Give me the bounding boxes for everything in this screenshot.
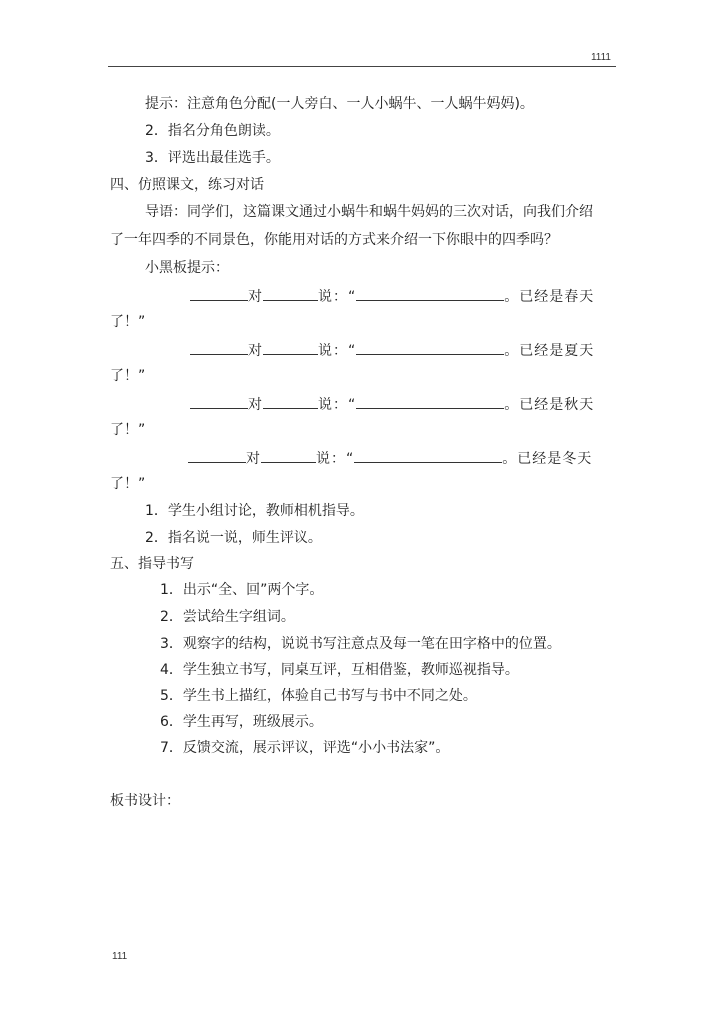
guide-paragraph-line-2: 了一年四季的不同景色，你能用对话的方式来介绍一下你眼中的四季吗？: [110, 232, 558, 248]
writing-step: 1．出示“全、回”两个字。: [160, 582, 324, 598]
blank-content: [356, 286, 504, 301]
writing-step: 6．学生再写，班级展示。: [160, 714, 323, 730]
fill-row-end: 了！”: [110, 422, 146, 438]
blank-listener: [261, 448, 316, 463]
season-text: 。已经是秋天: [504, 397, 595, 413]
fill-row-spring: [190, 286, 594, 306]
blank-speaker: [190, 286, 248, 301]
blank-listener: [263, 340, 318, 355]
blank-listener: [263, 394, 318, 409]
blank-content: [356, 394, 504, 409]
fill-row-end: 了！”: [110, 368, 146, 384]
fill-row-winter: [188, 448, 592, 468]
blank-listener: [263, 286, 318, 301]
step-2: 2．指名分角色朗读。: [145, 123, 280, 139]
board-design-label: 板书设计：: [110, 793, 180, 809]
shuo-label: 说：“: [318, 289, 357, 305]
step-3: 3．评选出最佳选手。: [145, 150, 280, 166]
blank-speaker: [190, 394, 248, 409]
writing-step: 5．学生书上描红，体验自己书写与书中不同之处。: [160, 688, 477, 704]
season-text: 。已经是夏天: [504, 343, 595, 359]
blackboard-hint: 小黑板提示：: [145, 260, 229, 276]
dui-label: 对: [246, 451, 261, 467]
section-5-title: 五、指导书写: [110, 556, 194, 572]
guide-paragraph-line-1: 导语：同学们，这篇课文通过小蜗牛和蜗牛妈妈的三次对话，向我们介绍: [145, 204, 593, 220]
blank-content: [354, 448, 502, 463]
writing-step: 3．观察字的结构，说说书写注意点及每一笔在田字格中的位置。: [160, 636, 561, 652]
dui-label: 对: [248, 289, 263, 305]
footer-page-number: 111: [112, 951, 128, 962]
shuo-label: 说：“: [318, 397, 357, 413]
blank-speaker: [188, 448, 246, 463]
section-4-title: 四、仿照课文，练习对话: [110, 177, 264, 193]
header-page-number: 1111: [590, 52, 611, 63]
season-text: 。已经是春天: [504, 289, 595, 305]
fill-row-summer: [190, 340, 594, 360]
fill-row-end: 了！”: [110, 314, 146, 330]
dui-label: 对: [248, 343, 263, 359]
discuss-2: 2．指名说一说，师生评议。: [145, 530, 322, 546]
blank-speaker: [190, 340, 248, 355]
writing-step: 2．尝试给生字组词。: [160, 609, 295, 625]
shuo-label: 说：“: [318, 343, 357, 359]
fill-row-end: 了！”: [110, 476, 146, 492]
discuss-1: 1．学生小组讨论，教师相机指导。: [145, 503, 364, 519]
hint-line: 提示：注意角色分配(一人旁白、一人小蜗牛、一人蜗牛妈妈)。: [145, 96, 534, 112]
header-rule: [108, 66, 616, 67]
season-text: 。已经是冬天: [502, 451, 593, 467]
writing-step: 7．反馈交流，展示评议，评选“小小书法家”。: [160, 740, 450, 756]
blank-content: [356, 340, 504, 355]
dui-label: 对: [248, 397, 263, 413]
shuo-label: 说：“: [316, 451, 355, 467]
writing-step: 4．学生独立书写，同桌互评，互相借鉴，教师巡视指导。: [160, 662, 519, 678]
fill-row-autumn: [190, 394, 594, 414]
